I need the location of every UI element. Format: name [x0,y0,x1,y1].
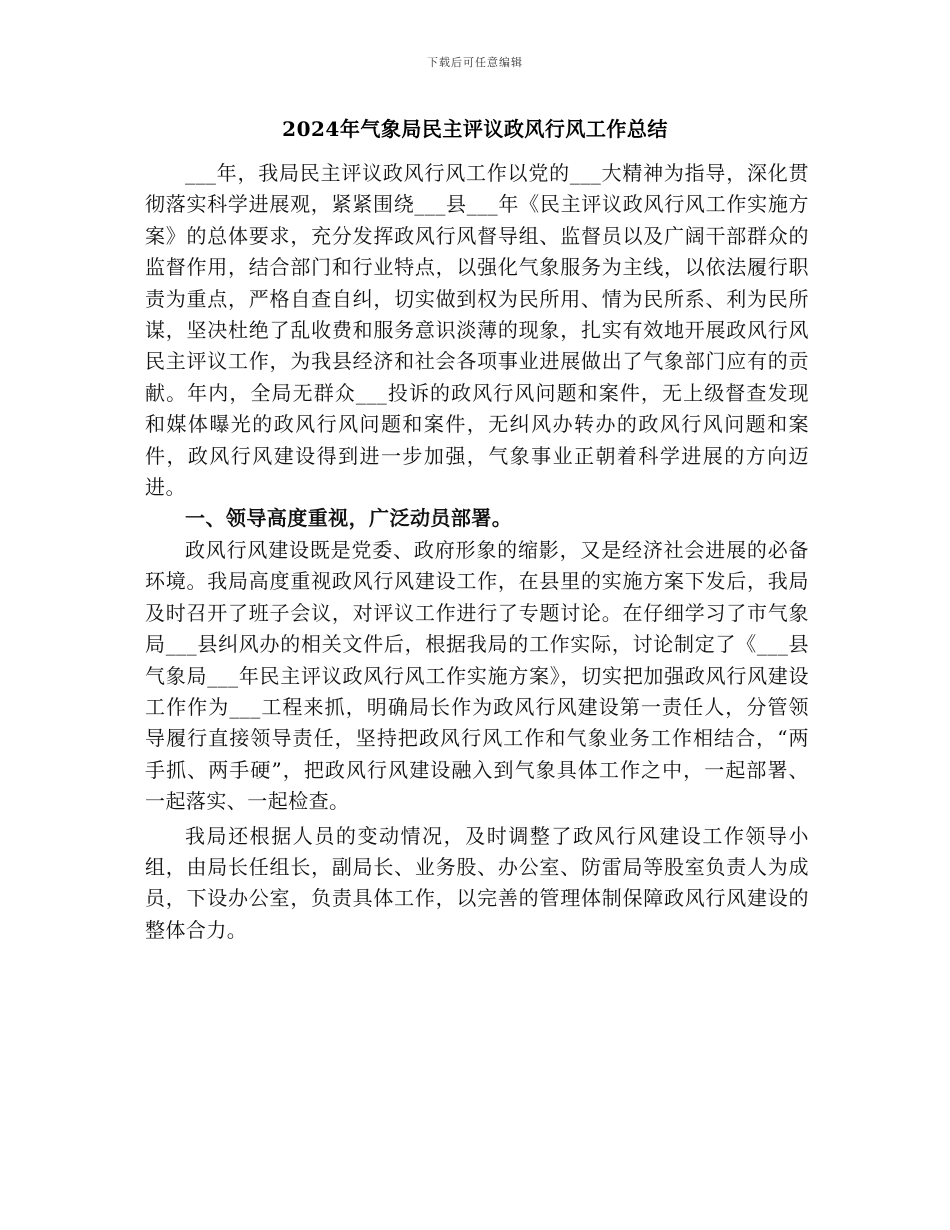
paragraph-intro: ___年，我局民主评议政风行风工作以党的___大精神为指导，深化贯彻落实科学进展观，紧紧围绕___县___年《民主评议政风行风工作实施方案》的总体要求，充分发挥政风行风督导组、监督员以及广阔干部群众的监督作用，结合部门和行业特点，以强化气象服务为主线，以依法履行职责为重点，严格自查自纠，切实做到权为民所用、情为民所系、利为民所谋，坚决杜绝了乱收费和服务意识淡薄的现象，扎实有效地开展政风行风民主评议工作，为我县经济和社会各项事业进展做出了气象部门应有的贡献。年内，全局无群众___投诉的政风行风问题和案件，无上级督查发现和媒体曝光的政风行风问题和案件，无纠风办转办的政风行风问题和案件，政风行风建设得到进一步加强，气象事业正朝着科学进展的方向迈进。 [145,161,809,500]
paragraph-section-1-body: 政风行风建设既是党委、政府形象的缩影，又是经济社会进展的必备环境。我局高度重视政风行风建设工作，在县里的实施方案下发后，我局及时召开了班子会议，对评议工作进行了专题讨论。在仔细学习了市气象局___县纠风办的相关文件后，根据我局的工作实际，讨论制定了《___县气象局___年民主评议政风行风工作实施方案》，切实把加强政风行风建设工作作为___工程来抓，明确局长作为政风行风建设第一责任人，分管领导履行直接领导责任，坚持把政风行风工作和气象业务工作相结合，“两手抓、两手硬”，把政风行风建设融入到气象具体工作之中，一起部署、一起落实、一起检查。 [145,537,809,814]
section-heading-1: 一、领导高度重视，广泛动员部署。 [185,506,513,531]
document-title: 2024年气象局民主评议政风行风工作总结 [282,117,668,141]
document-body [145,158,809,946]
page-header-note: 下载后可任意编辑 [427,56,523,69]
paragraph-section-1-leadership-group: 我局还根据人员的变动情况，及时调整了政风行风建设工作领导小组，由局长任组长，副局长、业务股、办公室、防雷局等股室负责人为成员，下设办公室，负责具体工作，以完善的管理体制保障政风行风建设的整体合力。 [145,823,809,942]
